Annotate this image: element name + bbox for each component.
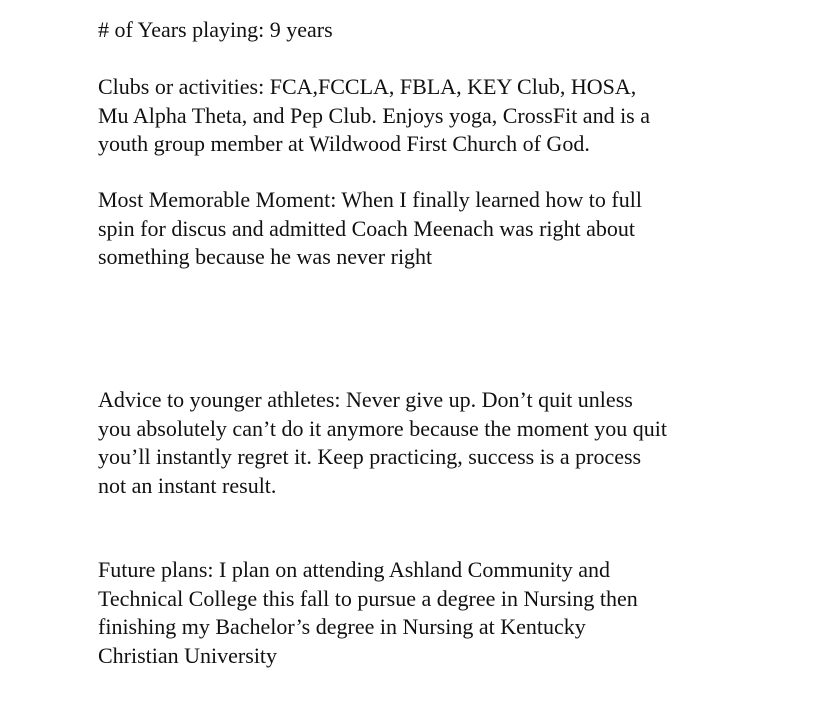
text-line: Future plans: I plan on attending Ashland Community and bbox=[98, 557, 611, 582]
clubs-activities-paragraph bbox=[98, 73, 798, 159]
future-plans-paragraph bbox=[98, 556, 798, 670]
text-line: Advice to younger athletes: Never give up. Don’t quit unless bbox=[98, 387, 633, 412]
text-line: something because he was never right bbox=[98, 244, 433, 269]
years-playing-paragraph bbox=[98, 16, 798, 45]
text-line: you’ll instantly regret it. Keep practicing, success is a process bbox=[98, 444, 642, 469]
text-line: spin for discus and admitted Coach Meenach was right about bbox=[98, 215, 636, 241]
text-line: finishing my Bachelor’s degree in Nursing at Kentucky bbox=[98, 614, 586, 639]
text-line: Christian University bbox=[98, 642, 278, 668]
text-line: youth group member at Wildwood First Church of God. bbox=[98, 131, 590, 156]
text-line: Most Memorable Moment: When I finally learned how to full bbox=[98, 187, 642, 212]
text-line: not an instant result. bbox=[98, 472, 277, 498]
text-line: you absolutely can’t do it anymore because the moment you quit bbox=[98, 415, 668, 441]
text-line: # of Years playing: 9 years bbox=[98, 17, 333, 42]
advice-paragraph bbox=[98, 386, 798, 500]
text-line: Clubs or activities: FCA,FCCLA, FBLA, KEY Club, HOSA, bbox=[98, 74, 637, 99]
text-line: Mu Alpha Theta, and Pep Club. Enjoys yoga, CrossFit and is a bbox=[98, 102, 651, 128]
text-line: Technical College this fall to pursue a degree in Nursing then bbox=[98, 585, 638, 611]
memorable-moment-paragraph bbox=[98, 186, 798, 272]
